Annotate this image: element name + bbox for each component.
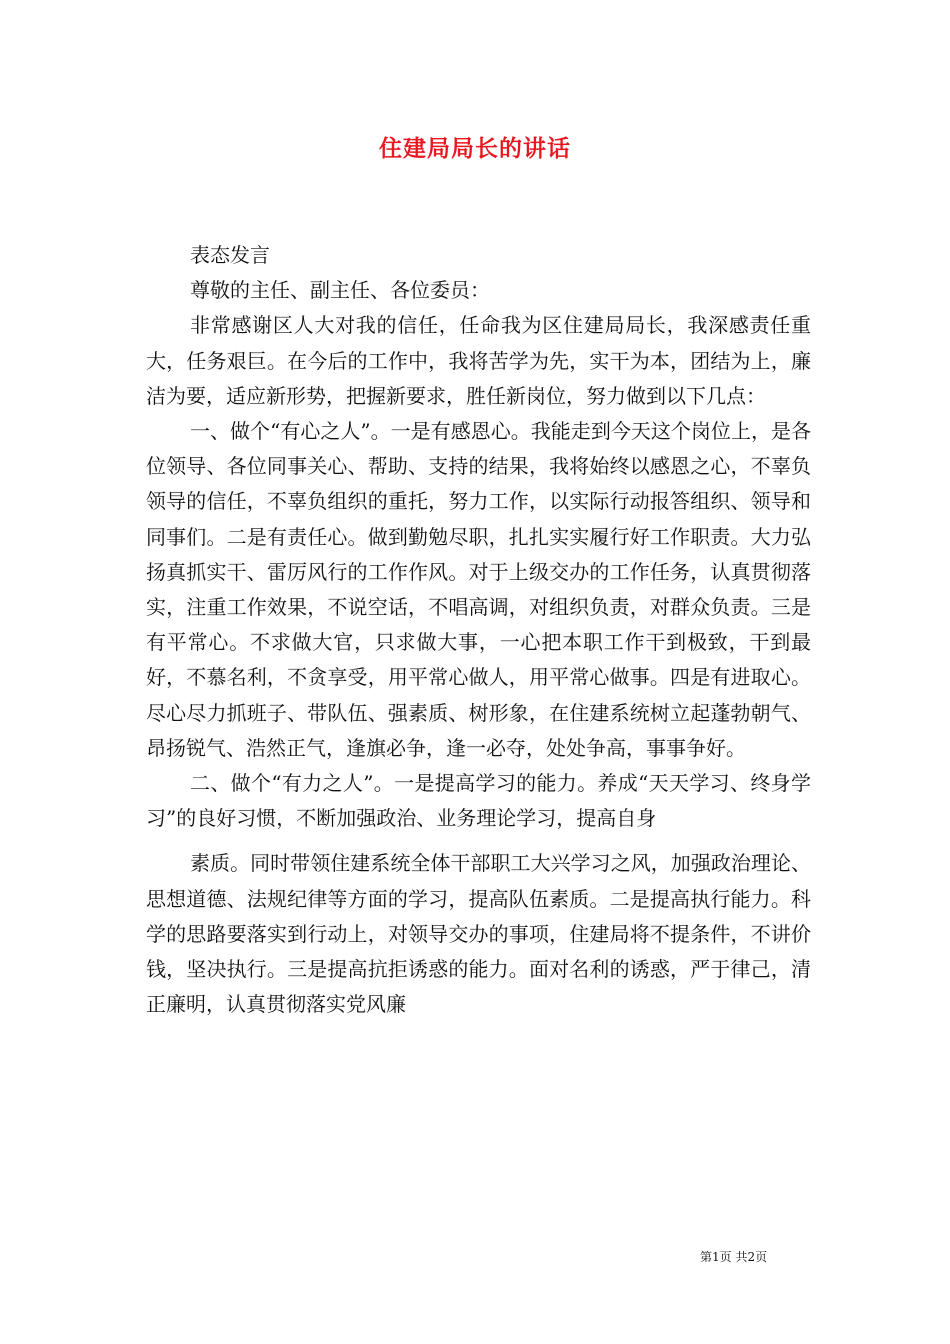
paragraph: 素质。同时带领住建系统全体干部职工大兴学习之风，加强政治理论、思想道德、法规纪律等方面的学习，提高队伍素质。二是提高执行能力。科学的思路要落实到行动上，对领导交办的事项，住建局将不提条件，不讲价钱，坚决执行。三是提高抗拒诱惑的能力。面对名利的诱惑，严于律己，清正廉明，认真贯彻落实党风廉 xyxy=(146,851,811,1017)
paragraph: 一、做个“有心之人”。一是有感恩心。我能走到今天这个岗位上，是各位领导、各位同事关心、帮助、支持的结果，我将始终以感恩之心，不辜负领导的信任，不辜负组织的重托，努力工作，以实际行动报答组织、领导和同事们。二是有责任心。做到勤勉尽职，扎扎实实履行好工作职责。大力弘扬真抓实干、雷厉风行的工作作风。对于上级交办的工作任务，认真贯彻落实，注重工作效果，不说空话，不唱高调，对组织负责，对群众负责。三是有平常心。不求做大官，只求做大事，一心把本职工作干到极致，干到最好，不慕名利，不贪享受，用平常心做人，用平常心做事。四是有进取心。尽心尽力抓班子、带队伍、强素质、树形象，在住建系统树立起蓬勃朝气、昂扬锐气、浩然正气，逢旗必争，逢一必夺，处处争高，事事争好。 xyxy=(146,419,811,760)
page-number-footer: 第1页 共2页 xyxy=(700,1250,768,1264)
paragraph: 尊敬的主任、副主任、各位委员： xyxy=(190,278,490,303)
paragraph: 表态发言 xyxy=(190,243,270,267)
paragraph: 非常感谢区人大对我的信任，任命我为区住建局局长，我深感责任重大，任务艰巨。在今后的工作中，我将苦学为先，实干为本，团结为上，廉洁为要，适应新形势，把握新要求，胜任新岗位，努力做到以下几点： xyxy=(146,313,811,408)
document-body xyxy=(146,238,811,1022)
page-title: 住建局局长的讲话 xyxy=(379,135,571,162)
paragraph: 二、做个“有力之人”。一是提高学习的能力。养成“天天学习、终身学习”的良好习惯，不断加强政治、业务理论学习，提高自身 xyxy=(146,771,811,831)
